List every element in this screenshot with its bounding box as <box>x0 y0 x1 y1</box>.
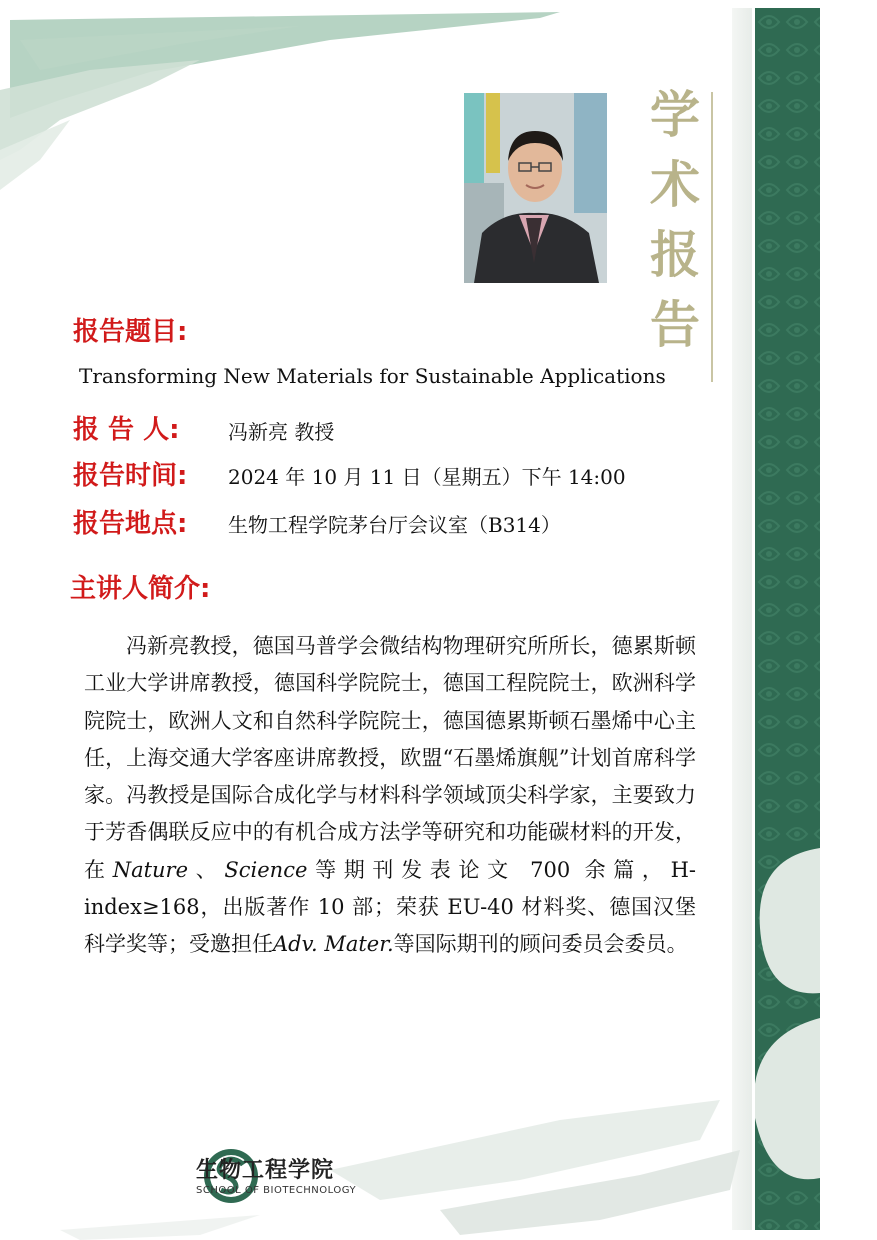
school-name-en: SCHOOL OF BIOTECHNOLOGY <box>196 1185 357 1196</box>
title-char: 学 <box>650 86 700 144</box>
place-label: 报告地点: <box>73 509 188 539</box>
time-label: 报告时间: <box>73 461 188 491</box>
title-divider <box>711 92 713 382</box>
journal-adv-mater: Adv. Mater. <box>273 932 394 957</box>
journal-nature: Nature <box>112 857 189 882</box>
bio-label: 主讲人简介: <box>70 574 211 604</box>
vertical-title <box>645 80 705 360</box>
topic-value: Transforming New Materials for Sustainable Applications <box>79 364 666 388</box>
time-value: 2024 年 10 月 11 日（星期五）下午 14:00 <box>228 465 626 489</box>
bio-text-3: 等国际期刊的顾问委员会委员。 <box>393 932 688 957</box>
place-value: 生物工程学院茅台厅会议室（B314） <box>228 513 561 537</box>
band-edge-shadow <box>732 8 752 1230</box>
bio-separator: 、 <box>188 857 225 882</box>
bio-text-1: 冯新亮教授，德国马普学会微结构物理研究所所长，德累斯顿工业大学讲席教授，德国科学院院士，德国工程院院士，欧洲科学院院士，欧洲人文和自然科学院院士，德国德累斯顿石墨烯中心主任，上海交通大学客座讲席教授，欧盟“石墨烯旗舰”计划首席科学家。冯教授是国际合成化学与材料科学领域顶尖科学家，主要致力于芳香偶联反应中的有机合成方法学等研究和功能碳材料的开发，在 <box>84 634 696 882</box>
title-char: 告 <box>650 296 700 354</box>
speaker-label: 报 告 人: <box>73 415 180 445</box>
title-char: 术 <box>650 156 700 214</box>
title-char: 报 <box>650 226 700 284</box>
speaker-photo <box>464 93 607 283</box>
decorative-side-band <box>755 8 820 1230</box>
school-name-cn: 生物工程学院 <box>196 1158 335 1183</box>
journal-science: Science <box>224 857 308 882</box>
topic-label: 报告题目: <box>73 317 188 347</box>
speaker-bio <box>84 628 696 964</box>
bio-text-2: 等期刊发表论文 700 余篇，H-index≥168，出版著作 10 部；荣获 EU-40 材料奖、德国汉堡科学奖等；受邀担任 <box>84 857 697 957</box>
speaker-value: 冯新亮 教授 <box>228 420 335 444</box>
brush-stroke-top <box>0 0 740 200</box>
